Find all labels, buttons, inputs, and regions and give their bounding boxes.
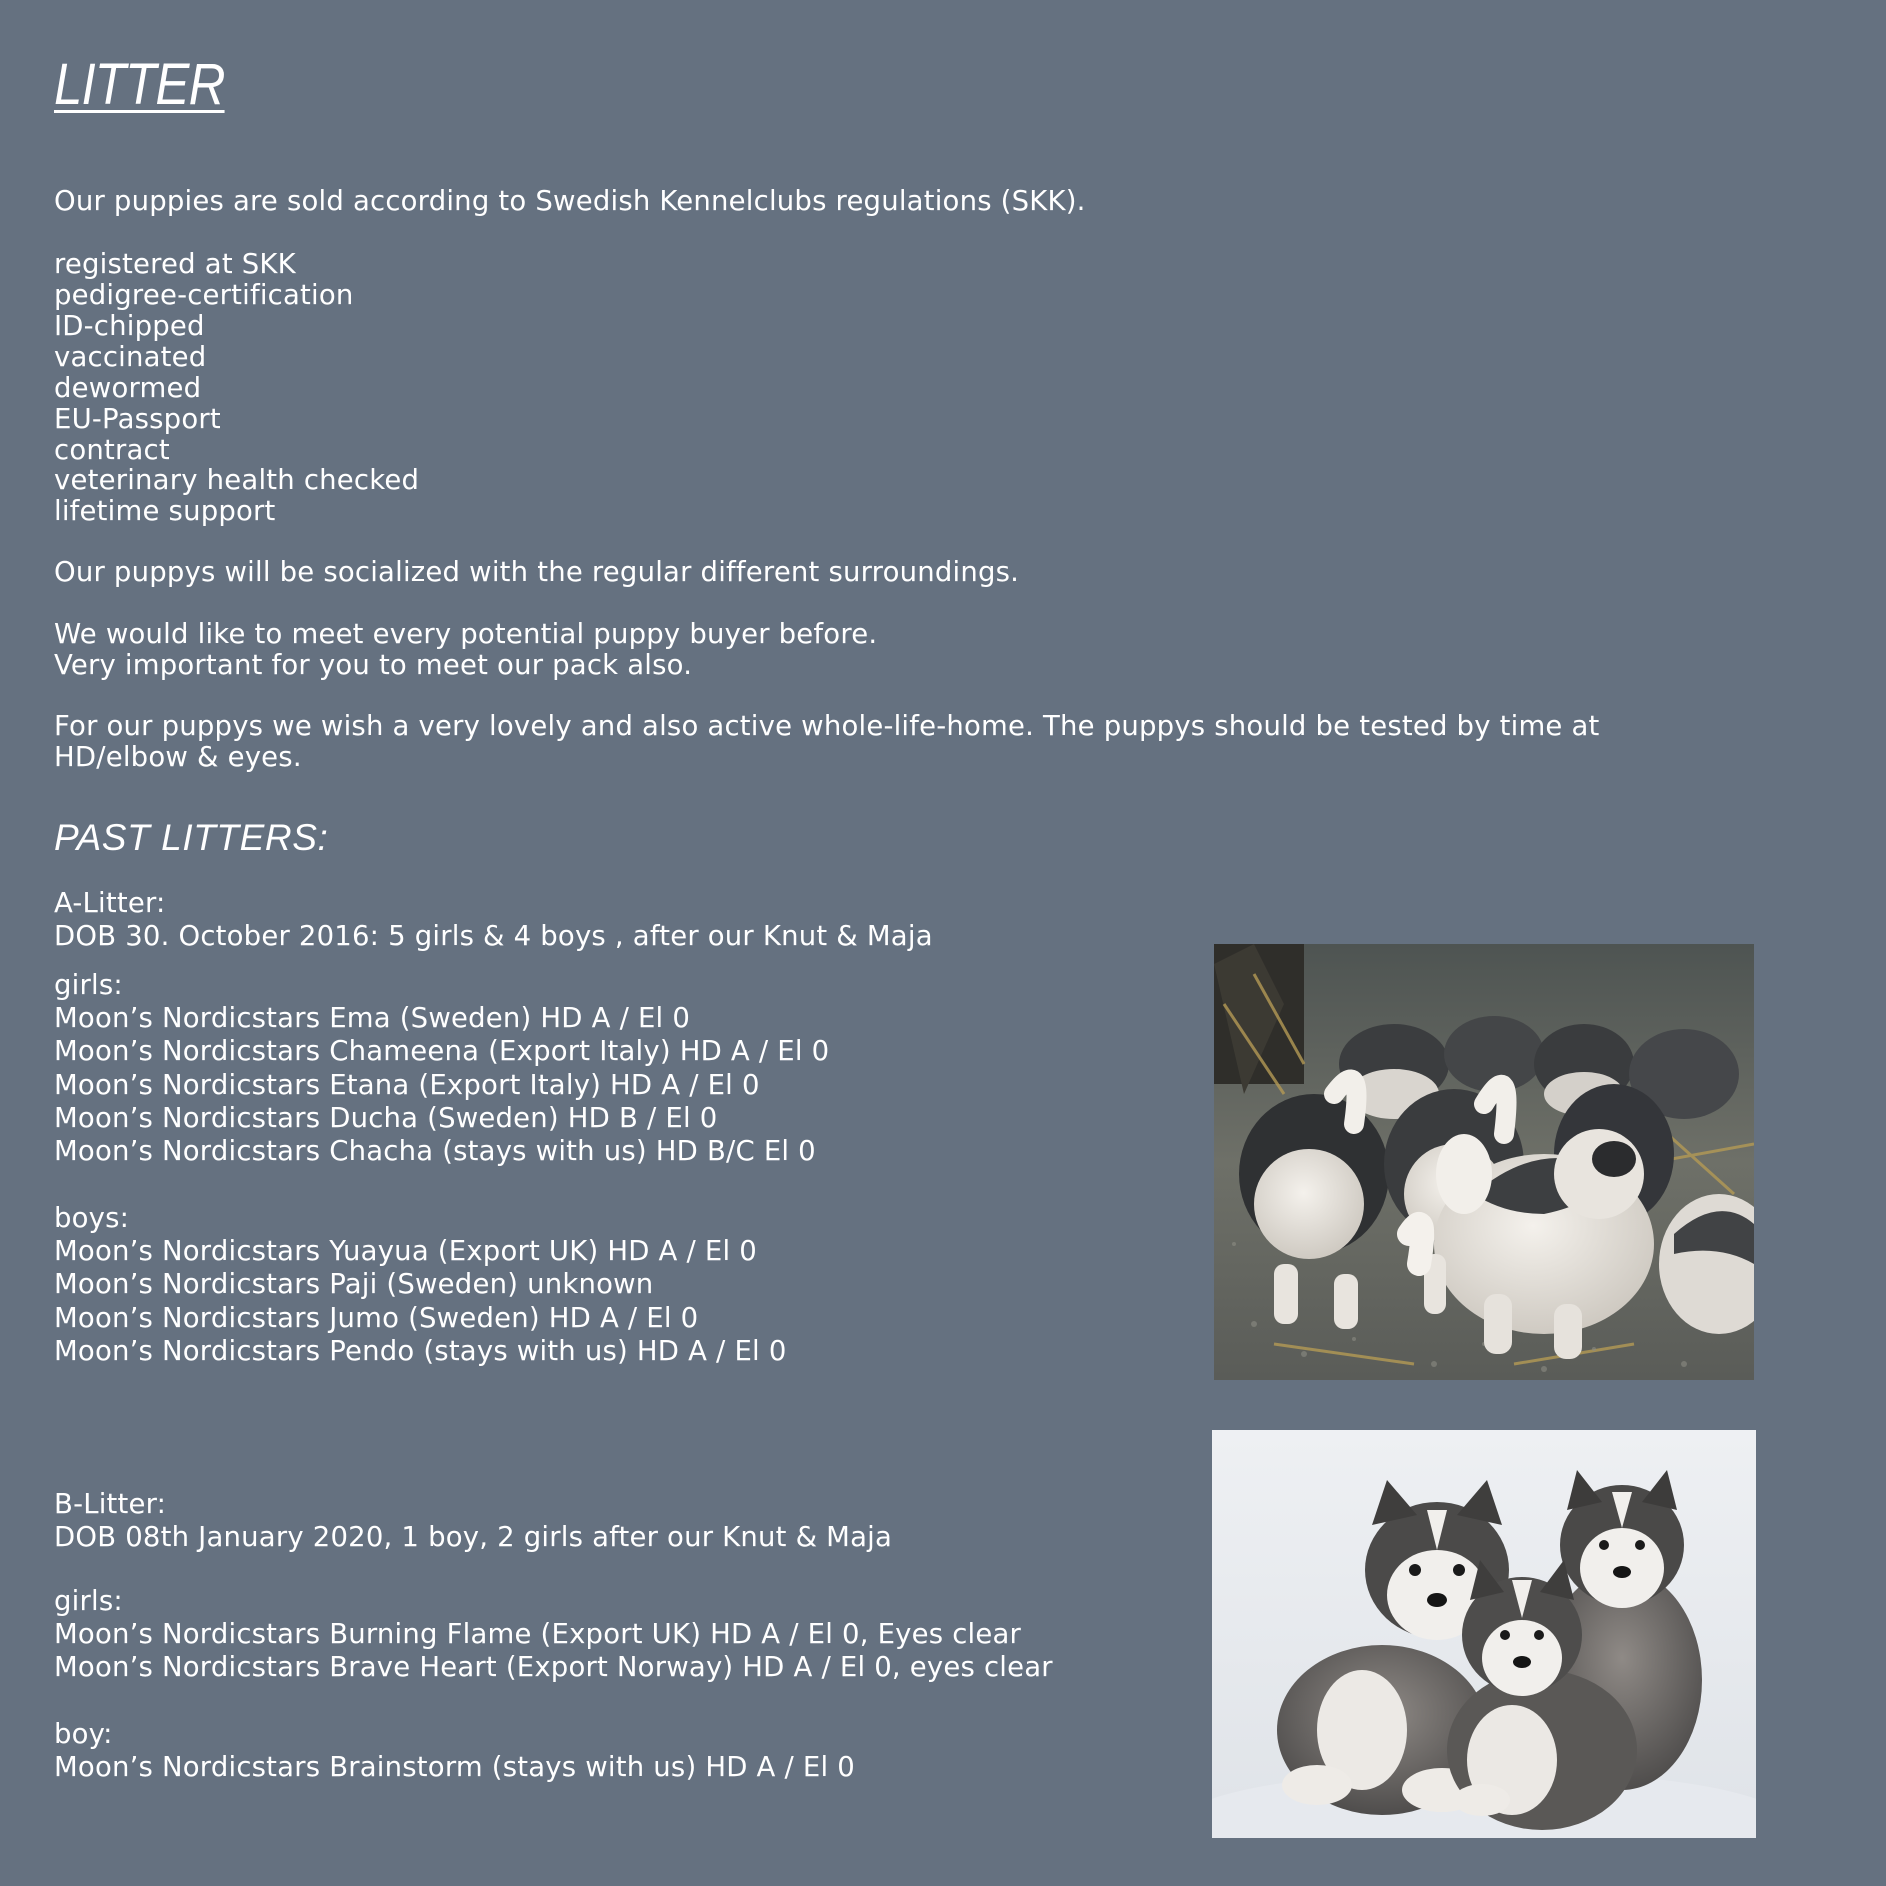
puppies-from-behind-illustration xyxy=(1214,944,1754,1380)
a-litter-boy: Moon’s Nordicstars Yuayua (Export UK) HD A / El 0 xyxy=(54,1235,757,1267)
feature-item: pedigree-certification xyxy=(54,279,354,311)
wish-text: For our puppys we wish a very lovely and also active whole-life-home. The puppys should be tested by time at xyxy=(54,710,1600,742)
a-litter-girl: Moon’s Nordicstars Ducha (Sweden) HD B / El 0 xyxy=(54,1102,718,1134)
a-litter-girl: Moon’s Nordicstars Ema (Sweden) HD A / El 0 xyxy=(54,1002,691,1034)
meet-text: Very important for you to meet our pack also. xyxy=(54,649,693,681)
a-litter-boy: Moon’s Nordicstars Paji (Sweden) unknown xyxy=(54,1268,654,1300)
wish-text: HD/elbow & eyes. xyxy=(54,741,302,773)
a-litter-boy: Moon’s Nordicstars Jumo (Sweden) HD A / El 0 xyxy=(54,1302,699,1334)
b-litter-dob: DOB 08th January 2020, 1 boy, 2 girls after our Knut & Maja xyxy=(54,1521,893,1553)
a-litter-boys-label: boys: xyxy=(54,1202,130,1234)
a-litter-label: A-Litter: xyxy=(54,887,166,919)
a-litter-girl: Moon’s Nordicstars Chacha (stays with us) HD B/C El 0 xyxy=(54,1135,816,1167)
socialized-text: Our puppys will be socialized with the regular different surroundings. xyxy=(54,556,1020,588)
feature-item: vaccinated xyxy=(54,341,207,373)
feature-item: lifetime support xyxy=(54,495,276,527)
feature-item: contract xyxy=(54,434,170,466)
feature-item: veterinary health checked xyxy=(54,464,420,496)
b-litter-girl: Moon’s Nordicstars Brave Heart (Export Norway) HD A / El 0, eyes clear xyxy=(54,1651,1053,1683)
a-litter-girl: Moon’s Nordicstars Etana (Export Italy) HD A / El 0 xyxy=(54,1069,760,1101)
a-litter-boy: Moon’s Nordicstars Pendo (stays with us) HD A / El 0 xyxy=(54,1335,787,1367)
b-litter-photo xyxy=(1212,1430,1756,1838)
a-litter-photo xyxy=(1214,944,1754,1380)
feature-item: ID-chipped xyxy=(54,310,205,342)
intro-text: Our puppies are sold according to Swedish Kennelclubs regulations (SKK). xyxy=(54,185,1086,217)
feature-item: EU-Passport xyxy=(54,403,221,435)
meet-text: We would like to meet every potential puppy buyer before. xyxy=(54,618,878,650)
b-litter-label: B-Litter: xyxy=(54,1488,167,1520)
b-litter-girls-label: girls: xyxy=(54,1585,123,1617)
b-litter-boy-label: boy: xyxy=(54,1718,113,1750)
a-litter-dob: DOB 30. October 2016: 5 girls & 4 boys , after our Knut & Maja xyxy=(54,920,933,952)
a-litter-girl: Moon’s Nordicstars Chameena (Export Italy) HD A / El 0 xyxy=(54,1035,830,1067)
a-litter-girls-label: girls: xyxy=(54,969,123,1001)
feature-item: dewormed xyxy=(54,372,202,404)
b-litter-boy: Moon’s Nordicstars Brainstorm (stays with us) HD A / El 0 xyxy=(54,1751,855,1783)
feature-item: registered at SKK xyxy=(54,248,296,280)
past-litters-heading: PAST LITTERS: xyxy=(54,817,329,858)
b-litter-girl: Moon’s Nordicstars Burning Flame (Export UK) HD A / El 0, Eyes clear xyxy=(54,1618,1022,1650)
page-title: LITTER xyxy=(54,52,225,117)
three-puppies-in-snow-illustration xyxy=(1212,1430,1756,1838)
